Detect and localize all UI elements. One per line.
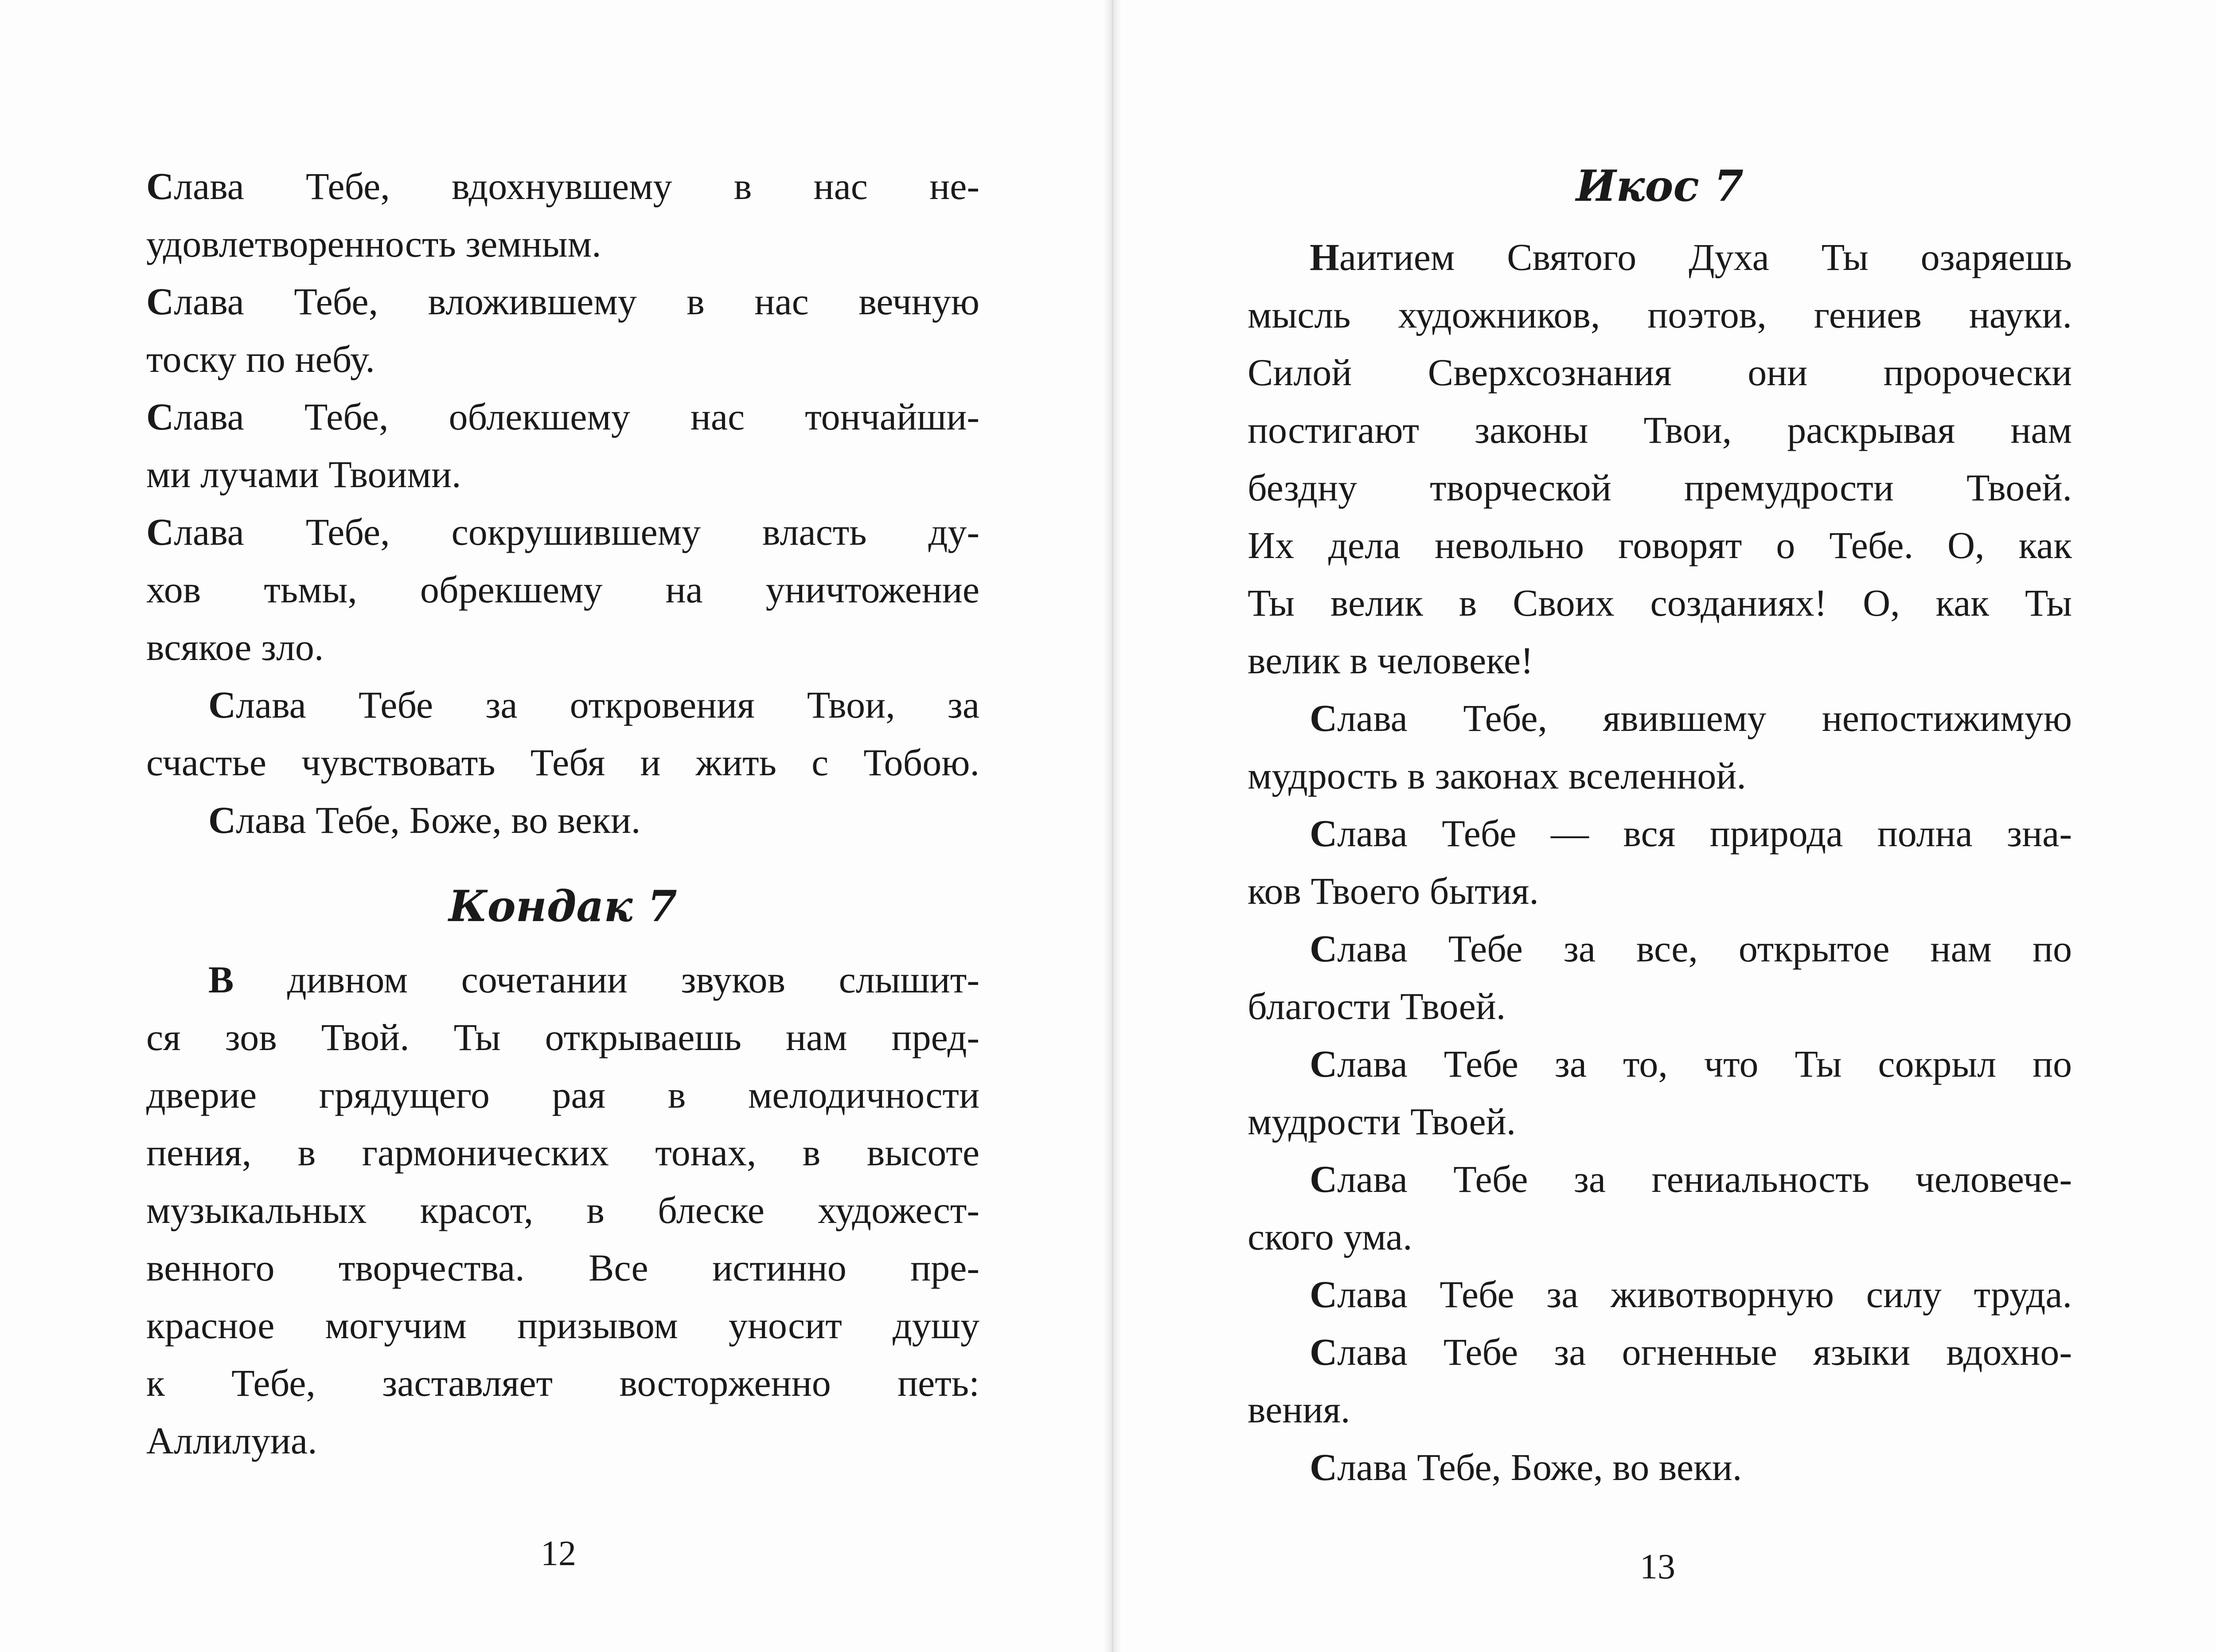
text-line: хов тьмы, обрекшему на уничтожение <box>146 568 979 611</box>
text-line: постигают законы Твои, раскрывая нам <box>1248 409 2072 451</box>
text-line: вения. <box>1248 1388 1350 1431</box>
text-line: дверие грядущего рая в мелодичности <box>146 1074 979 1116</box>
text-line: Силой Сверхсознания они пророчески <box>1248 351 2072 394</box>
text-line: ков Твоего бытия. <box>1248 870 1539 912</box>
text-line: тоску по небу. <box>146 338 375 380</box>
text-line: Слава Тебе, Боже, во веки. <box>208 799 641 841</box>
text-line: Слава Тебе за то, что Ты сокрыл по <box>1310 1043 2072 1085</box>
text-line: мудрость в законах вселенной. <box>1248 754 1746 797</box>
text-line: пения, в гармонических тонах, в высоте <box>146 1131 979 1174</box>
page-number: 13 <box>1640 1547 1675 1586</box>
text-line: мудрости Твоей. <box>1248 1100 1516 1143</box>
text-line: ского ума. <box>1248 1215 1412 1258</box>
text-line: бездну творческой премудрости Твоей. <box>1248 466 2072 509</box>
text-line: ся зов Твой. Ты открываешь нам пред- <box>146 1016 979 1058</box>
text-line: Слава Тебе, вдохнувшему в нас не- <box>146 165 979 207</box>
text-line: Слава Тебе — вся природа полна зна- <box>1310 812 2072 855</box>
section-heading: Кондак 7 <box>449 881 677 931</box>
text-line: Слава Тебе за животворную силу труда. <box>1310 1273 2072 1316</box>
text-line: удовлетворенность земным. <box>146 223 601 265</box>
page-number: 12 <box>541 1534 576 1573</box>
text-line: Наитием Святого Духа Ты озаряешь <box>1310 236 2072 278</box>
text-line: Слава Тебе, явившему непостижимую <box>1310 697 2072 739</box>
text-line: благости Твоей. <box>1248 985 1506 1027</box>
text-line: Слава Тебе за откровения Твои, за <box>208 683 979 726</box>
text-line: венного творчества. Все истинно пре- <box>146 1246 979 1289</box>
text-line: мысль художников, поэтов, гениев науки. <box>1248 293 2072 336</box>
text-line: всякое зло. <box>146 626 324 668</box>
text-line: красное могучим призывом уносит душу <box>146 1304 979 1347</box>
book-gutter <box>1104 0 1121 1652</box>
text-line: счастье чувствовать Тебя и жить с Тобою. <box>146 741 979 784</box>
text-line: Аллилуиа. <box>146 1419 317 1462</box>
text-line: Слава Тебе, Боже, во веки. <box>1310 1446 1742 1488</box>
text-line: велик в человеке! <box>1248 639 1533 682</box>
text-line: Слава Тебе, вложившему в нас вечную <box>146 280 979 323</box>
text-line: Ты велик в Своих созданиях! О, как Ты <box>1248 582 2072 624</box>
text-line: музыкальных красот, в блеске художест- <box>146 1189 979 1231</box>
text-line: к Тебе, заставляет восторженно петь: <box>146 1362 979 1404</box>
text-line: Слава Тебе за все, открытое нам по <box>1310 927 2072 970</box>
text-line: Слава Тебе за гениальность человече- <box>1310 1158 2072 1200</box>
text-line: ми лучами Твоими. <box>146 453 461 496</box>
text-line: Их дела невольно говорят о Тебе. О, как <box>1248 524 2072 566</box>
section-heading: Икос 7 <box>1576 161 1744 211</box>
text-line: Слава Тебе, сокрушившему власть ду- <box>146 511 979 553</box>
text-line: В дивном сочетании звуков слышит- <box>208 958 979 1001</box>
text-line: Слава Тебе за огненные языки вдохно- <box>1310 1331 2072 1373</box>
text-line: Слава Тебе, облекшему нас тончайши- <box>146 395 979 438</box>
